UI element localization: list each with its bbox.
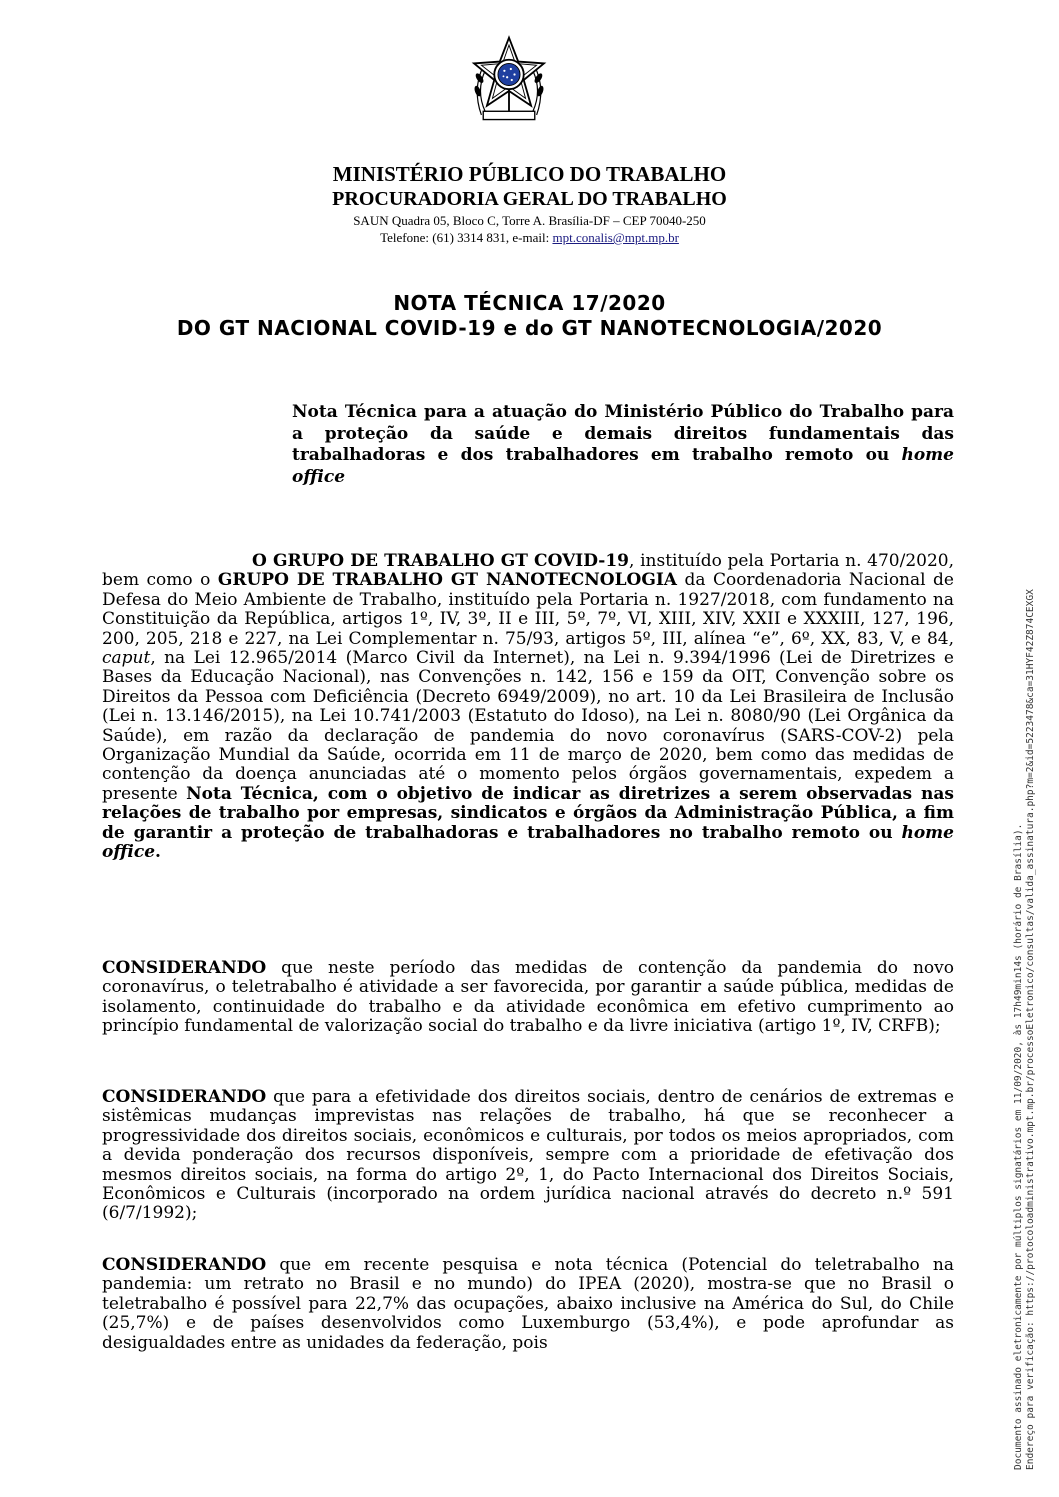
- verification-url-line: Endereço para verificação: https://protocoloadministrativo.mpt.mp.br/processoEletronico/consultas/valida_assinatura.php?m=2&id=5223478&ca=31HYF42Z874CEXGX: [1025, 589, 1036, 1470]
- address-line: SAUN Quadra 05, Bloco C, Torre A. Brasília-DF – CEP 70040-250: [353, 213, 706, 228]
- bold-period: .: [155, 842, 161, 863]
- email-link[interactable]: mpt.conalis@mpt.mp.br: [552, 230, 679, 245]
- contact-line: [0, 230, 1059, 246]
- phone-text: Telefone: (61) 3314 831, e-mail:: [380, 230, 553, 245]
- bold-italic-home-office: home office: [102, 822, 954, 863]
- document-title: NOTA TÉCNICA 17/2020: [393, 291, 666, 315]
- ministry-name: MINISTÉRIO PÚBLICO DO TRABALHO: [332, 162, 727, 186]
- signature-note-line: Documento assinado eletronicamente por múltiplos signatários em 11/09/2020, às 17h49min14s (horário de Brasília).: [1013, 823, 1024, 1470]
- paragraph-text: que em recente pesquisa e nota técnica (Potencial do teletrabalho na pandemia: um retrato no Brasil e no mundo) do IPEA (2020), mostra-se que no Brasil o teletrabalho é possível para 22,7% das ocupações, abaixo inclusive na América do Sul, do Chile (25,7%) e de países desenvolvidos como Luxemburgo (53,4%), e pode aprofundar as desigualdades entre as unidades da federação, pois: [102, 1255, 954, 1353]
- paragraph-text: que neste período das medidas de contenção da pandemia do novo coronavírus, o teletrabalho é atividade a ser favorecida, por garantir a saúde pública, medidas de isolamento, continuidade do trabalho e da atividade econômica em efetivo cumprimento ao princípio fundamental de valorização social do trabalho e da livre iniciativa (artigo 1º, IV, CRFB);: [102, 958, 954, 1037]
- considerando-label: CONSIDERANDO: [102, 958, 267, 978]
- paragraph-considerando-1: [102, 959, 954, 1037]
- text: , instituído pela Portaria n. 470/2020, bem como o: [102, 551, 955, 591]
- summary-italic: home office: [292, 445, 954, 487]
- summary-text: Nota Técnica para a atuação do Ministério Público do Trabalho para a proteção da saúde e demais direitos fundamentais das trabalhadoras e dos trabalhadores em trabalho remoto ou: [292, 402, 954, 465]
- considerando-label: CONSIDERANDO: [102, 1255, 267, 1275]
- text: da Coordenadoria Nacional de Defesa do Meio Ambiente de Trabalho, instituído pela Portaria n. 1927/2018, com fundamento na Constituição da República, artigos 1º, IV, 3º, II e III, 5º, 7º, VI, XIII, XIV, XXII e XXXIII, 127, 196, 200, 205, 218 e 227, na Lei Complementar n. 75/93, artigos 5º, III, alínea “e”, 6º, XX, 83, V, e 84,: [102, 570, 954, 649]
- paragraph-text: que para a efetividade dos direitos sociais, dentro de cenários de extremas e sistêmicas mudanças imprevistas nas relações de trabalho, há que se reconhecer a progressividade dos direitos sociais, econômicos e culturais, por todos os meios apropriados, com a devida ponderação dos recursos disponíveis, sempre com a prioridade de efetivação dos mesmos direitos sociais, na forma do artigo 2º, 1, do Pacto Internacional dos Direitos Sociais, Econômicos e Culturais (incorporado na ordem jurídica nacional através do decreto n.º 591 (6/7/1992);: [102, 1087, 954, 1224]
- italic-caput: caput: [102, 648, 151, 669]
- coat-of-arms-emblem: [463, 34, 555, 126]
- bold-objective: Nota Técnica, com o objetivo de indicar as diretrizes a serem observadas nas relações de trabalho por empresas, sindicatos e órgãos da Administração Pública, a fim de garantir a proteção de trabalhadoras e trabalhadores no trabalho remoto ou: [102, 783, 954, 843]
- signature-side-note: [1013, 589, 1037, 1470]
- considerando-label: CONSIDERANDO: [102, 1087, 267, 1107]
- bold-gt-covid: O GRUPO DE TRABALHO GT COVID-19: [252, 551, 630, 571]
- text: , na Lei 12.965/2014 (Marco Civil da Internet), na Lei n. 9.394/1996 (Lei de Diretrizes e Bases da Educação Nacional), nas Convenções n. 142, 156 e 159 da OIT, Convenção sobre os Direitos da Pessoa com Deficiência (Decreto 6949/2009), no art. 10 da Lei Brasileira de Inclusão (Lei n. 13.146/2015), na Lei 10.741/2003 (Estatuto do Idoso), na Lei n. 8080/90 (Lei Orgânica da Saúde), em razão da declaração de pandemia do novo coronavírus (SARS-COV-2) pela Organização Mundial da Saúde, ocorrida em 11 de março de 2020, bem como das medidas de contenção da doença anunciadas até o momento pelos órgãos governamentais, expedem a presente: [102, 648, 954, 804]
- paragraph-considerando-2: [102, 1088, 954, 1224]
- paragraph-considerando-3: [102, 1256, 954, 1353]
- document-subtitle: DO GT NACIONAL COVID-19 e do GT NANOTECNOLOGIA/2020: [176, 316, 883, 340]
- office-name: PROCURADORIA GERAL DO TRABALHO: [332, 188, 727, 210]
- paragraph-intro: [102, 552, 954, 863]
- summary-block: [292, 402, 954, 488]
- bold-gt-nano: GRUPO DE TRABALHO GT NANOTECNOLOGIA: [217, 570, 677, 591]
